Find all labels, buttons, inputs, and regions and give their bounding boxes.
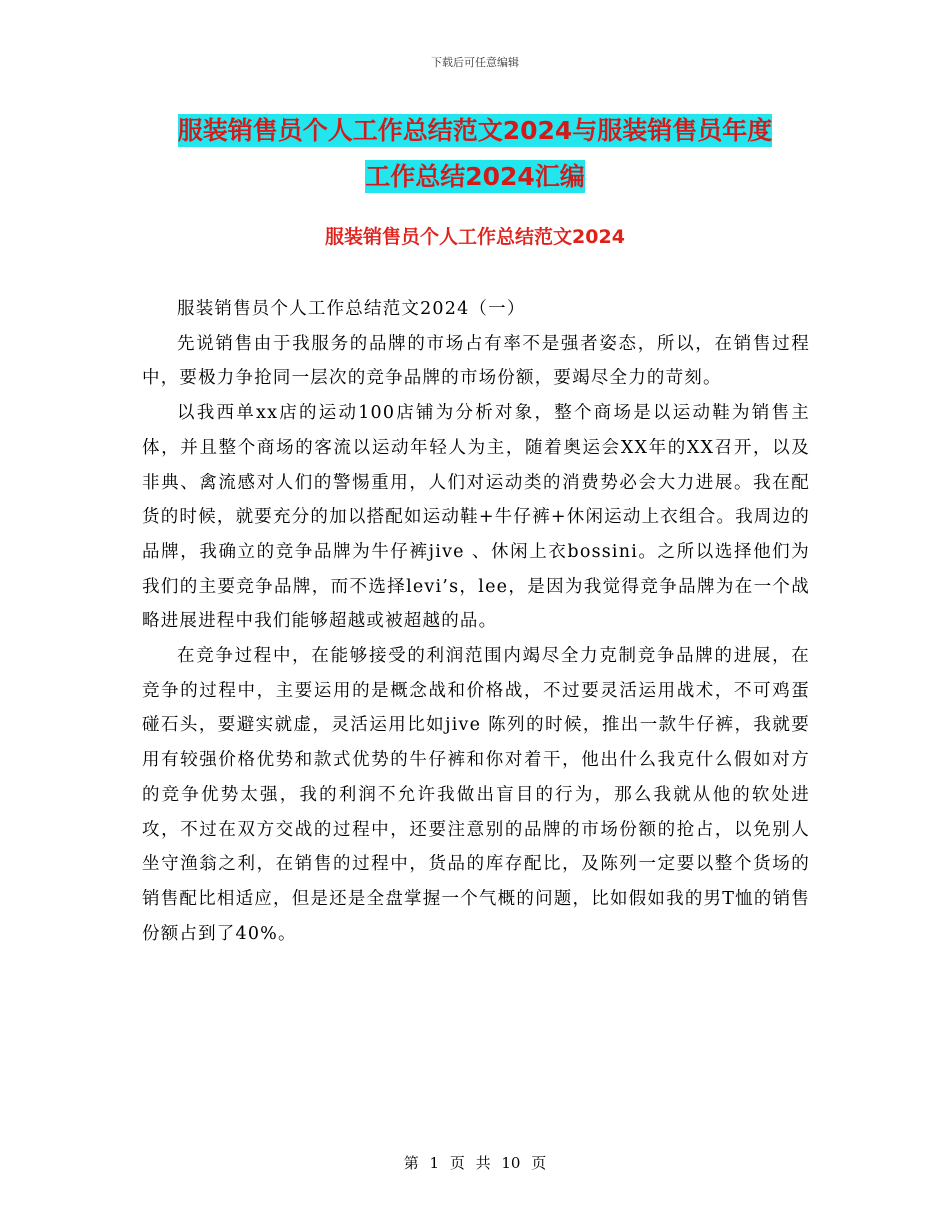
document-title-line2: 工作总结2024汇编 (365, 162, 585, 191)
paragraph-subtitle: 服装销售员个人工作总结范文2024（一） (177, 299, 526, 319)
document-title (0, 108, 950, 200)
page-footer: 第 1 页 共 10 页 (403, 1154, 547, 1172)
document-body (142, 292, 810, 951)
paragraph: 先说销售由于我服务的品牌的市场占有率不是强者姿态，所以，在销售过程中，要极力争抢同一层次的竞争品牌的市场份额，要竭尽全力的苛刻。 (142, 333, 810, 389)
paragraph: 以我西单xx店的运动100店铺为分析对象，整个商场是以运动鞋为销售主体，并且整个商场的客流以运动年轻人为主，随着奥运会XX年的XX召开，以及非典、禽流感对人们的警惕重用，人们对运动类的消费势必会大力进展。我在配货的时候，就要充分的加以搭配如运动鞋+牛仔裤+休闲运动上衣组合。我周边的品牌，我确立的竞争品牌为牛仔裤jive 、休闲上衣bossini。之所以选择他们为我们的主要竞争品牌，而不选择levi’s，lee，是因为我觉得竞争品牌为在一个战略进展进程中我们能够超越或被超越的品。 (142, 403, 810, 632)
paragraph: 在竞争过程中，在能够接受的利润范围内竭尽全力克制竞争品牌的进展，在竞争的过程中，主要运用的是概念战和价格战，不过要灵活运用战术，不可鸡蛋碰石头，要避实就虚，灵活运用比如jive 陈列的时候，推出一款牛仔裤，我就要用有较强价格优势和款式优势的牛仔裤和你对着干，他出什么我克什么假如对方的竞争优势太强，我的利润不允许我做出盲目的行为，那么我就从他的软处进攻，不过在双方交战的过程中，还要注意别的品牌的市场份额的抢占，以免别人坐守渔翁之利，在销售的过程中，货品的库存配比，及陈列一定要以整个货场的销售配比相适应，但是还是全盘掌握一个气概的问题，比如假如我的男T恤的销售份额占到了40%。 (142, 646, 810, 944)
header-note: 下载后可任意编辑 (431, 56, 519, 69)
section-title: 服装销售员个人工作总结范文2024 (325, 226, 625, 248)
document-title-line1: 服装销售员个人工作总结范文2024与服装销售员年度 (177, 116, 773, 145)
